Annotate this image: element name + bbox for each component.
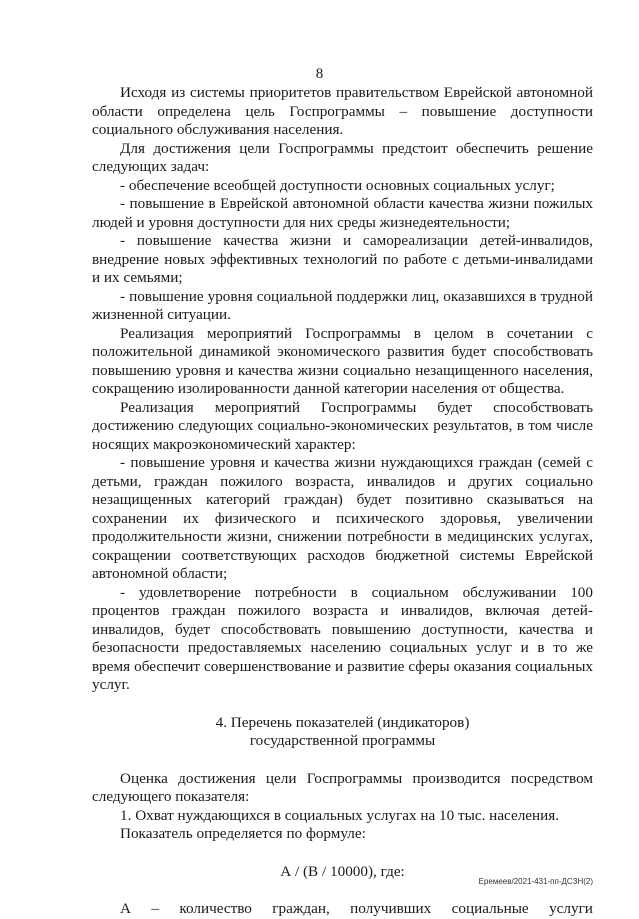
paragraph: Реализация мероприятий Госпрограммы будет способствовать достижению следующих социально-экономических результатов, в том числе носящих макроэкономический характер: xyxy=(92,398,593,453)
paragraph: Оценка достижения цели Госпрограммы производится посредством следующего показателя: xyxy=(92,769,593,805)
formula: А / (В / 10000), где: xyxy=(280,862,405,880)
footer-code: Еремеев/2021-431-пп-ДСЗН(2) xyxy=(478,877,593,886)
section-title-line1: 4. Перечень показателей (индикаторов) xyxy=(215,713,470,731)
definition-word: услуги xyxy=(549,900,593,917)
definition-word: социальные xyxy=(451,900,529,917)
list-item: - удовлетворение потребности в социальном обслуживании 100 процентов граждан пожилого возраста и инвалидов, включая детей-инвалидов, будет способствовать повышению доступности, качества и безопасности предоставляемых населению социальных услуг и в то же время обеспечит совершенствование и развитие сферы оказания социальных услуг. xyxy=(92,583,593,693)
definition-word: количество xyxy=(179,900,252,917)
list-item: - обеспечение всеобщей доступности основных социальных услуг; xyxy=(120,176,555,194)
paragraph: Для достижения цели Госпрограммы предстоит обеспечить решение следующих задач: xyxy=(92,139,593,175)
list-item: - повышение уровня социальной поддержки лиц, оказавшихся в трудной жизненной ситуации. xyxy=(92,287,593,323)
definition-word: получивших xyxy=(350,900,432,917)
paragraph: Реализация мероприятий Госпрограммы в целом в сочетании с положительной динамикой экономического развития будет способствовать повышению уровня и качества жизни социально незащищенного населения, сокращению изолированности данной категории населения от общества. xyxy=(92,324,593,397)
definition-line xyxy=(92,900,593,919)
list-item: - повышение в Еврейской автономной области качества жизни пожилых людей и уровня доступности для них среды жизнедеятельности; xyxy=(92,195,593,231)
document-body xyxy=(92,84,593,919)
page-number: 8 xyxy=(315,66,324,82)
list-item: - повышение качества жизни и самореализации детей-инвалидов, внедрение новых эффективных технологий по работе с детьми-инвалидами и их семьями; xyxy=(92,232,593,286)
paragraph: Исходя из системы приоритетов правительством Еврейской автономной области определена цель Госпрограммы – повышение доступности социального обслуживания населения. xyxy=(92,84,593,138)
paragraph: Показатель определяется по формуле: xyxy=(120,825,366,842)
list-item: - повышение уровня и качества жизни нуждающихся граждан (семей с детьми, граждан пожилого возраста, инвалидов и других социально незащищенных категорий граждан) будет позитивно сказываться на сохранении их физического и психического здоровья, увеличении продолжительности жизни, снижении потребности в медицинских услугах, сокращении соответствующих расходов бюджетной системы Еврейской автономной области; xyxy=(92,454,593,582)
definition-word: граждан, xyxy=(272,900,330,917)
indicator-item: 1. Охват нуждающихся в социальных услугах на 10 тыс. населения. xyxy=(120,806,560,824)
definition-word: – xyxy=(151,900,159,917)
section-title-line2: государственной программы xyxy=(249,732,436,749)
definition-word: А xyxy=(120,900,131,917)
